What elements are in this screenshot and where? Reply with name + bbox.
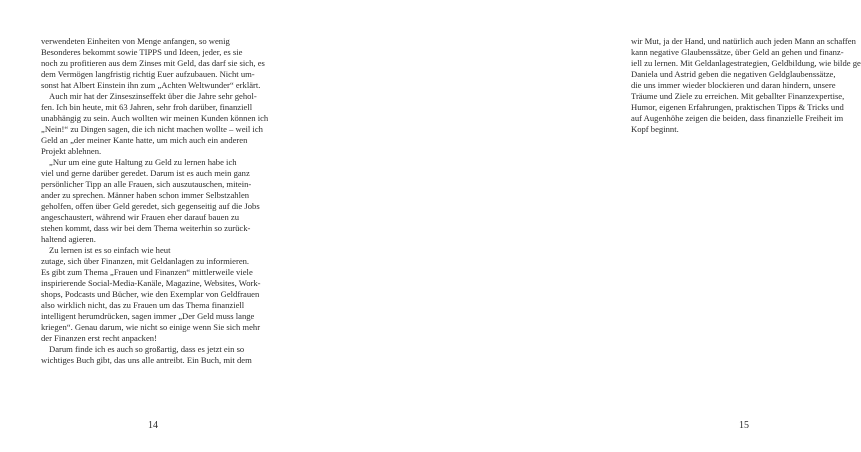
text-line: Besonderes bekommt sowie TIPPS und Ideen, jeder, es sie: [41, 47, 243, 57]
paragraph: [631, 36, 861, 135]
text-line: Humor, eigenen Erfahrungen, praktischen Tipps & Tricks und: [631, 102, 844, 112]
text-line: stehen kommt, dass wir bei dem Thema weiterhin so zurück-: [41, 223, 251, 233]
right-page-text: [631, 36, 861, 135]
text-line: shops, Podcasts und Bücher, wie den Exemplar von Geldfrauen: [41, 289, 260, 299]
paragraph: [41, 245, 265, 344]
text-line: angeschaustert, während wir Frauen eher darauf bauen zu: [41, 212, 240, 222]
text-line: Daniela und Astrid geben die negativen Geldglaubenssätze,: [631, 69, 836, 79]
text-line: persönlicher Tipp an alle Frauen, sich auszutauschen, mitein-: [41, 179, 252, 189]
page-number-right: 15: [739, 420, 749, 431]
text-line: Es gibt zum Thema „Frauen und Finanzen“ mittlerweile viele: [41, 267, 253, 277]
text-line: noch zu profitieren aus dem Zinses mit Geld, das darf sie sich, es: [41, 58, 265, 68]
text-line: sonst hat Albert Einstein ihn zum „Achten Weltwunder“ erklärt.: [41, 80, 261, 90]
left-page-text: [41, 36, 269, 366]
page-number-left: 14: [148, 420, 158, 431]
text-line: inspirierende Social-Media-Kanäle, Magazine, Websites, Work-: [41, 278, 261, 288]
text-line: verwendeten Einheiten von Menge anfangen, so wenig: [41, 36, 230, 46]
text-line: Auch mir hat der Zinseszinseffekt über die Jahre sehr gehol-: [49, 91, 257, 101]
text-line: wichtiges Buch gibt, das uns alle antreibt. Ein Buch, mit dem: [41, 355, 252, 365]
text-line: Darum finde ich es auch so großartig, dass es jetzt ein so: [49, 344, 245, 354]
text-line: die uns immer wieder blockieren und daran hindern, unsere: [631, 80, 836, 90]
text-line: wir Mut, ja der Hand, und natürlich auch jeden Mann an schaffen: [631, 36, 856, 46]
text-line: Kopf beginnt.: [631, 124, 679, 134]
right-page: [300, 0, 861, 452]
text-line: also wirklich nicht, das zu Frauen um das Thema finanziell: [41, 300, 245, 310]
text-line: ander zu sprechen. Männer haben schon immer Selbstzahlen: [41, 190, 250, 200]
left-page: [0, 0, 300, 452]
text-line: iell zu lernen. Mit Geldanlagestrategien, Geldbildung, wie bilde ge: [631, 58, 861, 68]
paragraph: [41, 157, 265, 245]
paragraph: [41, 91, 269, 157]
text-line: zutage, sich über Finanzen, mit Geldanlagen zu informieren.: [41, 256, 250, 266]
paragraph: [41, 36, 265, 91]
text-line: fen. Ich bin heute, mit 63 Jahren, sehr froh darüber, finanziell: [41, 102, 253, 112]
text-line: Projekt ablehnen.: [41, 146, 102, 156]
text-line: Träume und Ziele zu erreichen. Mit geballter Finanzexpertise,: [631, 91, 845, 101]
text-line: haltend agieren.: [41, 234, 96, 244]
text-line: viel und gerne darüber geredet. Darum ist es auch mein ganz: [41, 168, 250, 178]
text-line: kriegen“. Genau darum, wie nicht so einige wenn Sie sich mehr: [41, 322, 261, 332]
text-line: der Finanzen erst recht anpacken!: [41, 333, 157, 343]
text-line: geholfen, offen über Geld geredet, sich gegenseitig auf die Jobs: [41, 201, 260, 211]
text-line: unabhängig zu sein. Auch wollten wir meinen Kunden können ich: [41, 113, 269, 123]
text-line: „Nein!“ zu Dingen sagen, die ich nicht machen wollte – weil ich: [41, 124, 263, 134]
text-line: kann negative Glaubenssätze, über Geld an gehen und finanz-: [631, 47, 844, 57]
text-line: Geld an „der meiner Kante hatte, um mich auch ein anderen: [41, 135, 248, 145]
text-line: dem Vermögen langfristig richtig Euer aufzubauen. Nicht um-: [41, 69, 255, 79]
text-line: „Nur um eine gute Haltung zu Geld zu lernen habe ich: [49, 157, 237, 167]
text-line: Zu lernen ist es so einfach wie heut: [49, 245, 171, 255]
text-line: auf Augenhöhe zeigen die beiden, dass finanzielle Freiheit im: [631, 113, 844, 123]
text-line: intelligent herumdrücken, sagen immer „Der Geld muss lange: [41, 311, 255, 321]
paragraph: [41, 344, 265, 366]
